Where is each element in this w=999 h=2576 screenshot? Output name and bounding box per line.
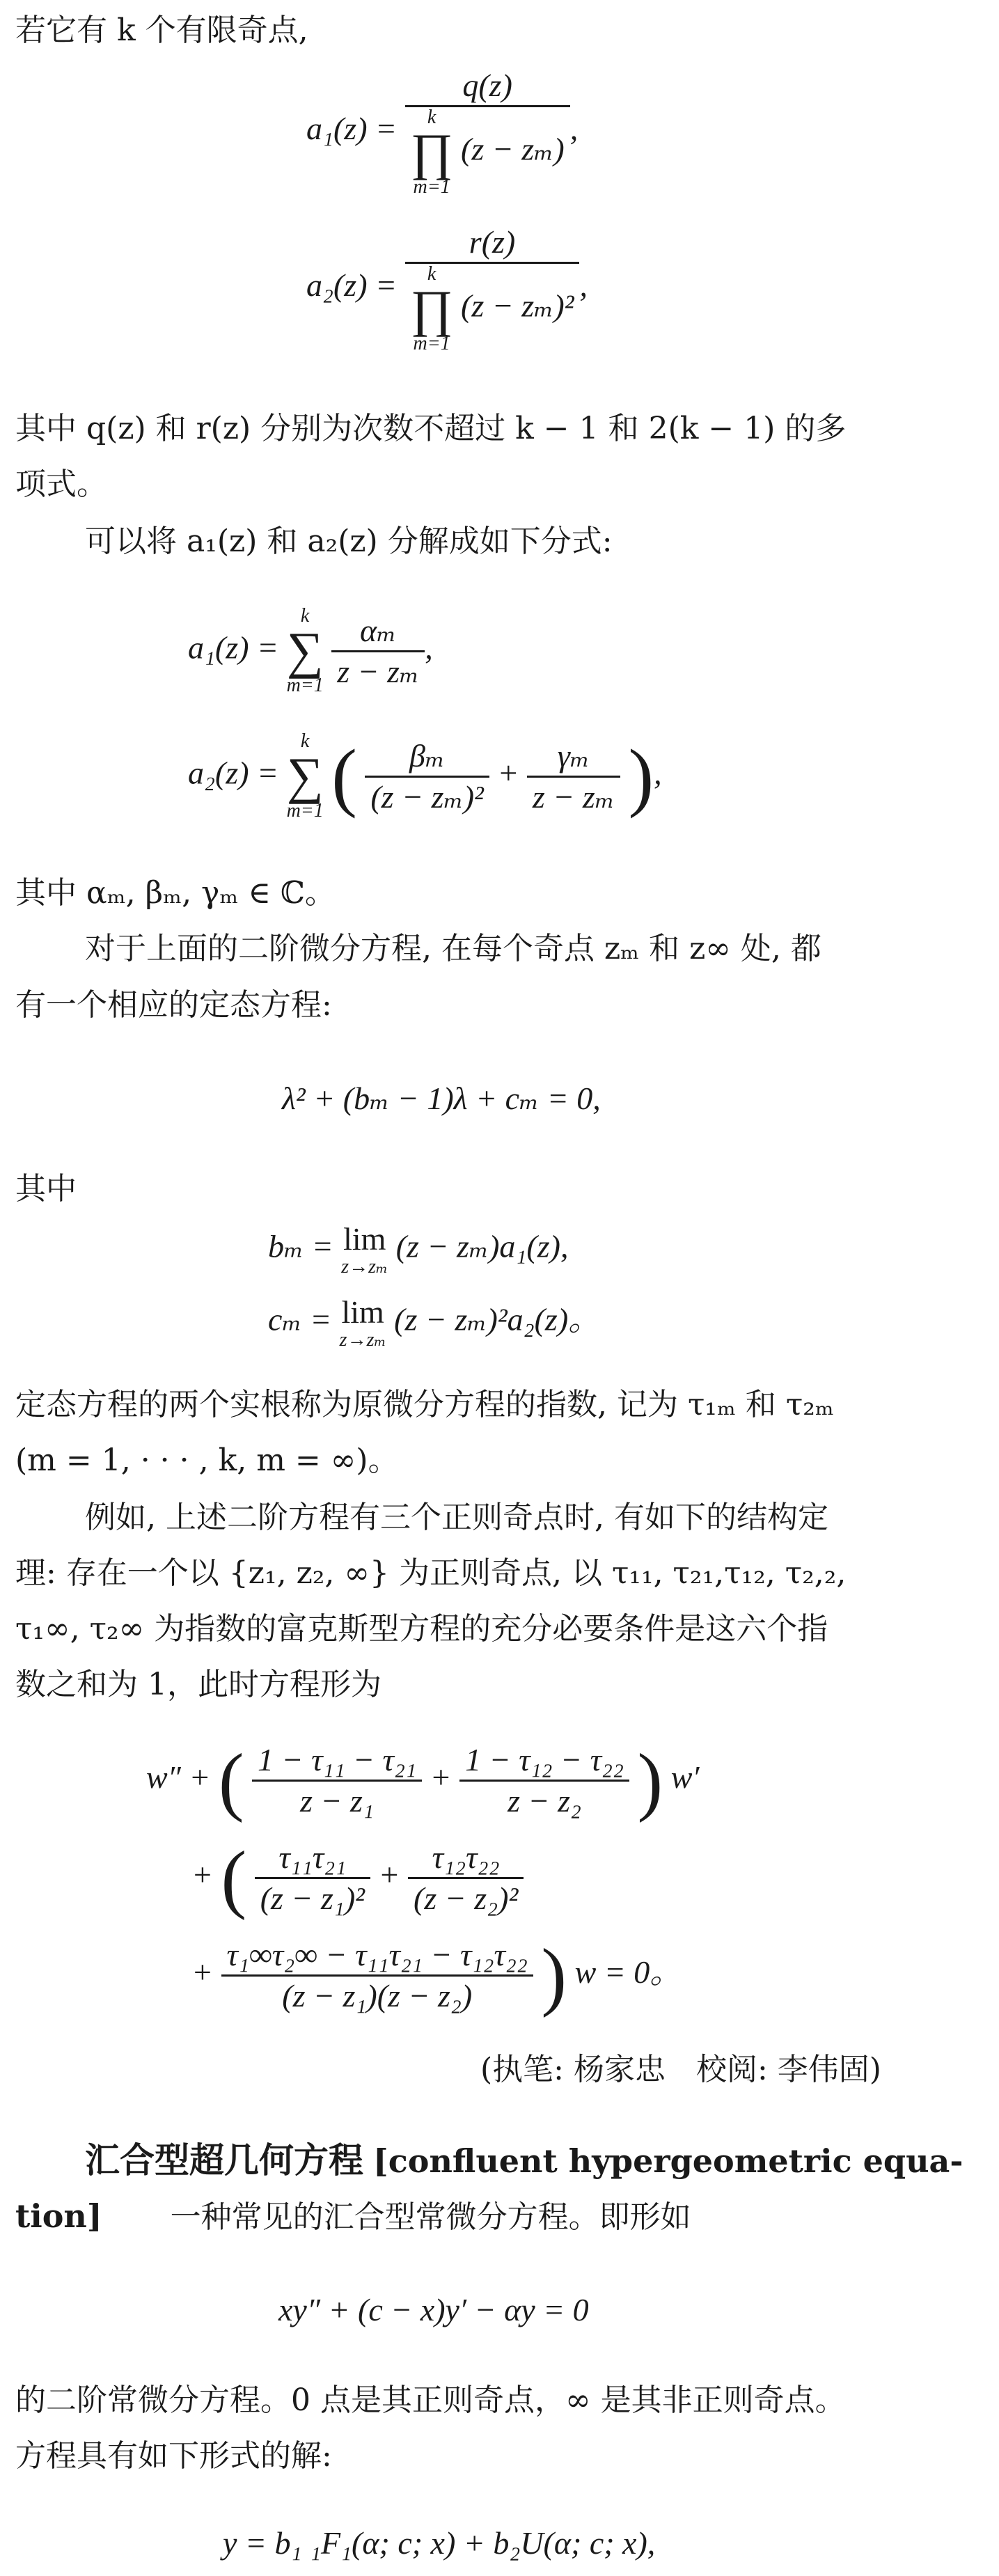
sum-symbol: ∑ xyxy=(286,748,324,805)
paragraph-8-line-2: 方程具有如下形式的解: xyxy=(15,2438,332,2474)
fuchs-eq-row-3 xyxy=(191,1935,682,2016)
paragraph-7-line-2: 理: 存在一个以 {z₁, z₂, ∞} 为正则奇点, 以 τ₁₁, τ₂₁,τ₁₂, τ₂,₂, xyxy=(15,1555,847,1591)
eq-a1-prod-bot: m=1 xyxy=(413,176,450,198)
eq-a1-product xyxy=(411,107,453,198)
solution-equation: y = b₁ ₁F₁(α; c; x) + b₂U(α; c; x), xyxy=(223,2525,656,2561)
dec1-lhs: a₁(z) = xyxy=(188,629,279,666)
dec2-lhs: a₂(z) = xyxy=(188,755,279,791)
dec1-sum-bot: m=1 xyxy=(286,675,324,696)
eq-a1-lhs: a₁(z) = xyxy=(306,111,398,147)
equation-decomp-a2 xyxy=(188,731,662,822)
row1-fraction-1 xyxy=(252,1741,422,1821)
row1-tail: w′ xyxy=(670,1759,700,1796)
paragraph-1-line-1: 其中 q(z) 和 r(z) 分别为次数不超过 k − 1 和 2(k − 1) 的多 xyxy=(15,411,847,446)
eq-a1-numerator: q(z) xyxy=(405,66,570,107)
paragraph-6-line-1: 定态方程的两个实根称为原微分方程的指数, 记为 τ₁ₘ 和 τ₂ₘ xyxy=(15,1387,834,1422)
eq-a2-numerator: r(z) xyxy=(405,223,580,264)
dec1-numerator: αₘ xyxy=(331,611,425,652)
equation-a2 xyxy=(306,223,588,354)
dec2-denominator-2: z − zₘ xyxy=(532,778,615,815)
row2-fraction-2 xyxy=(408,1838,524,1918)
dec2-fraction-2 xyxy=(527,737,620,817)
row1-numerator-1: 1 − τ₁₁ − τ₂₁ xyxy=(252,1741,422,1782)
right-paren: ) xyxy=(541,1933,567,2018)
entry-description: 一种常见的汇合型常微分方程。即形如 xyxy=(170,2199,691,2235)
dec2-sum-top: k xyxy=(300,730,310,752)
dec2-fraction-1 xyxy=(365,737,489,817)
eq-a2-prod-top: k xyxy=(427,263,436,285)
paragraph-4-line-1: 对于上面的二阶微分方程, 在每个奇点 zₘ 和 z∞ 处, 都 xyxy=(85,931,821,966)
paragraph-7-line-1: 例如, 上述二阶方程有三个正则奇点时, 有如下的结构定 xyxy=(85,1500,828,1535)
paragraph-2: 可以将 a₁(z) 和 a₂(z) 分解成如下分式: xyxy=(85,524,613,559)
row3-denominator: (z − z₁)(z − z₂) xyxy=(282,1978,473,2013)
right-paren: ) xyxy=(637,1738,663,1823)
right-paren: ) xyxy=(628,734,654,819)
row2-numerator-1: τ₁₁τ₂₁ xyxy=(255,1838,370,1879)
entry-line-2 xyxy=(15,2197,691,2237)
paragraph-1-line-2: 项式。 xyxy=(15,466,107,502)
row2-denominator-2: (z − z₂)² xyxy=(414,1880,519,1916)
paragraph-7-line-4: 数之和为 1，此时方程形为 xyxy=(15,1667,381,1702)
row1-fraction-2 xyxy=(459,1741,629,1821)
fuchs-eq-row-1 xyxy=(146,1738,700,1823)
eq-a2-tail: , xyxy=(579,267,588,304)
row2-denominator-1: (z − z₁)² xyxy=(260,1880,365,1916)
product-symbol: ∏ xyxy=(410,124,453,181)
dec1-sum-top: k xyxy=(300,605,310,627)
dec1-fraction xyxy=(331,611,425,691)
left-paren: ( xyxy=(331,734,357,819)
credit-line: (执笔: 杨家忠 校阅: 李伟固) xyxy=(480,2052,881,2087)
eq-bm-lhs: bₘ = xyxy=(268,1228,333,1264)
equation-a1 xyxy=(306,66,578,198)
row3-lhs: + xyxy=(191,1954,214,1990)
entry-english-title-1: [confluent hypergeometric equa- xyxy=(373,2142,963,2180)
paragraph-3: 其中 αₘ, βₘ, γₘ ∈ ℂ。 xyxy=(15,875,336,911)
fuchs-eq-row-2 xyxy=(191,1835,524,1921)
eq-cm-rhs: (z − zₘ)²a₂(z)。 xyxy=(394,1301,601,1337)
dec2-plus: + xyxy=(497,755,519,791)
row2-fraction-1 xyxy=(255,1838,370,1918)
eq-cm-lhs: cₘ = xyxy=(268,1301,332,1337)
lim-subscript: z→zₘ xyxy=(341,1256,388,1278)
row3-fraction xyxy=(221,1935,533,2016)
product-symbol: ∏ xyxy=(410,281,453,338)
row2-plus: + xyxy=(378,1857,400,1893)
eq-bm-limit xyxy=(341,1222,388,1278)
left-paren: ( xyxy=(221,1835,247,1921)
left-paren: ( xyxy=(218,1738,244,1823)
paragraph-4-line-2: 有一个相应的定态方程: xyxy=(15,987,332,1023)
eq-a2-fraction xyxy=(405,223,580,354)
row1-numerator-2: 1 − τ₁₂ − τ₂₂ xyxy=(459,1741,629,1782)
dec1-sum xyxy=(287,606,324,696)
eq-a2-prod-bot: m=1 xyxy=(413,333,450,354)
characteristic-equation: λ² + (bₘ − 1)λ + cₘ = 0, xyxy=(282,1081,601,1116)
dec2-numerator-2: γₘ xyxy=(527,737,620,778)
eq-a1-fraction xyxy=(405,66,570,198)
row2-numerator-2: τ₁₂τ₂₂ xyxy=(408,1838,524,1879)
eq-a1-tail: , xyxy=(569,111,579,147)
row1-lhs: w″ + xyxy=(146,1759,211,1796)
eq-bm-rhs: (z − zₘ)a₁(z), xyxy=(395,1228,569,1264)
paragraph-6-line-2: (m = 1, · · · , k, m = ∞)。 xyxy=(15,1443,399,1478)
row1-denominator-1: z − z₁ xyxy=(300,1783,374,1819)
dec2-sum xyxy=(287,731,324,822)
paragraph-8-line-1: 的二阶常微分方程。0 点是其正则奇点，∞ 是其非正则奇点。 xyxy=(15,2382,846,2418)
row1-plus: + xyxy=(430,1759,452,1796)
confluent-equation: xy″ + (c − x)y′ − αy = 0 xyxy=(278,2292,589,2327)
dec1-denominator: z − zₘ xyxy=(337,653,420,689)
eq-a1-denominator xyxy=(405,107,570,198)
lim-word: lim xyxy=(341,1294,384,1330)
dec2-denominator-1: (z − zₘ)² xyxy=(370,778,484,815)
entry-english-title-2: tion] xyxy=(15,2197,102,2235)
paragraph-7-line-3: τ₁∞, τ₂∞ 为指数的富克斯型方程的充分必要条件是这六个指 xyxy=(15,1611,828,1647)
row3-numerator: τ₁∞τ₂∞ − τ₁₁τ₂₁ − τ₁₂τ₂₂ xyxy=(221,1935,533,1977)
eq-a1-den-expr: (z − zₘ) xyxy=(461,131,565,167)
equation-bm xyxy=(268,1222,568,1278)
eq-a2-denominator xyxy=(405,264,580,354)
eq-a2-lhs: a₂(z) = xyxy=(306,267,398,304)
eq-cm-limit xyxy=(340,1295,386,1351)
dec2-numerator-1: βₘ xyxy=(365,737,489,778)
equation-decomp-a1 xyxy=(188,606,433,696)
sum-symbol: ∑ xyxy=(286,622,324,680)
lim-subscript: z→zₘ xyxy=(339,1329,386,1351)
equation-cm xyxy=(268,1295,600,1351)
paragraph-5: 其中 xyxy=(15,1171,77,1207)
entry-title: 汇合型超几何方程 xyxy=(85,2140,363,2181)
intro-text: 若它有 k 个有限奇点, xyxy=(15,13,308,48)
entry-heading-line xyxy=(85,2141,963,2182)
eq-a2-product xyxy=(411,264,453,354)
eq-a2-den-expr: (z − zₘ)² xyxy=(461,288,574,324)
lim-word: lim xyxy=(343,1221,386,1257)
eq-a1-prod-top: k xyxy=(427,107,436,128)
row2-lhs: + xyxy=(191,1857,214,1893)
dec1-tail: , xyxy=(425,629,433,666)
row1-denominator-2: z − z₂ xyxy=(508,1783,581,1819)
row3-tail: w = 0。 xyxy=(574,1954,682,1990)
dec2-tail: , xyxy=(654,755,662,791)
dec2-sum-bot: m=1 xyxy=(286,800,324,822)
